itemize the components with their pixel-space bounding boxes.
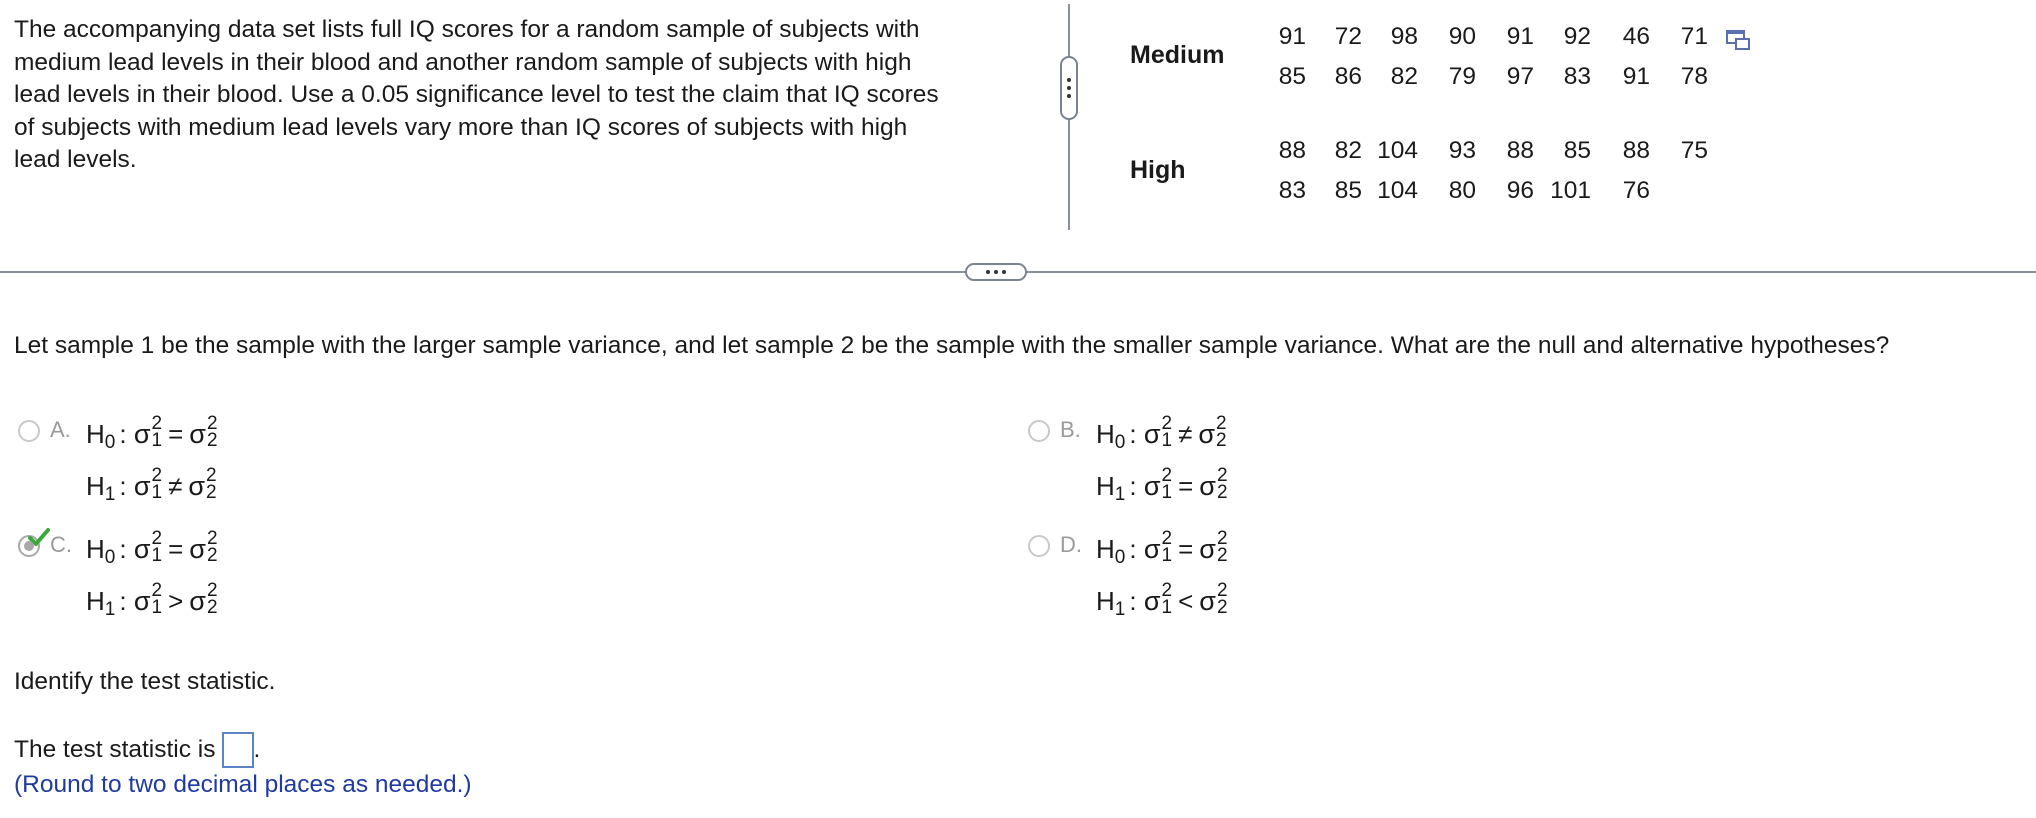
table-cell: 76 [1622, 177, 1650, 204]
subscript: 1 [1161, 597, 1173, 618]
option-letter: A. [50, 417, 71, 442]
colon: : [119, 586, 127, 616]
option-b[interactable] [1028, 413, 1232, 512]
sigma-symbol: σ [1199, 471, 1216, 501]
subscript: 0 [104, 547, 116, 568]
table-cell: 91 [1278, 23, 1306, 50]
h-symbol: H [1096, 534, 1115, 564]
superscript: 2 [151, 580, 163, 601]
colon: : [119, 471, 127, 501]
subscript: 0 [1114, 432, 1126, 453]
subscript: 2 [206, 430, 218, 451]
null-hypothesis [86, 523, 222, 575]
table-cell: 104 [1377, 177, 1418, 204]
test-statistic-input[interactable] [222, 732, 254, 768]
sigma-symbol: σ [1199, 586, 1216, 616]
subscript: 2 [206, 545, 218, 566]
null-hypothesis [86, 408, 222, 460]
null-hypothesis [1096, 408, 1232, 460]
hypotheses [86, 408, 222, 512]
table-cell: 92 [1563, 23, 1591, 50]
option-a[interactable] [18, 413, 222, 512]
subscript: 2 [206, 482, 217, 503]
subscript: 0 [1114, 547, 1126, 568]
subscript: 1 [151, 597, 163, 618]
subscript: 2 [1216, 482, 1228, 503]
period: . [253, 736, 261, 763]
subscript: 2 [206, 597, 218, 618]
h-symbol: H [1096, 586, 1115, 616]
table-cell: 86 [1334, 63, 1362, 90]
sigma-symbol: σ [133, 471, 151, 501]
superscript: 2 [1161, 528, 1173, 549]
superscript: 2 [206, 465, 217, 486]
table-cell: 75 [1680, 137, 1708, 164]
h-symbol: H [86, 419, 105, 449]
radio-button[interactable] [1028, 535, 1050, 557]
table-row [1230, 177, 1708, 205]
subscript: 1 [104, 484, 116, 505]
table-cell: 79 [1448, 63, 1476, 90]
drag-dot-icon [994, 270, 998, 274]
superscript: 2 [206, 580, 218, 601]
sigma-symbol: σ [133, 534, 151, 564]
group-label-high: High [1130, 156, 1186, 184]
table-cell: 82 [1390, 63, 1418, 90]
table-cell: 46 [1622, 23, 1650, 50]
hypotheses [1096, 523, 1232, 627]
intro-line: medium lead levels in their blood and another random sample of subjects with high [14, 48, 912, 76]
superscript: 2 [1216, 528, 1228, 549]
table-cell: 78 [1680, 63, 1708, 90]
superscript: 2 [1161, 413, 1173, 434]
drag-dot-icon [986, 270, 990, 274]
identify-prompt: Identify the test statistic. [14, 668, 276, 695]
option-letter: C. [50, 532, 72, 557]
subscript: 1 [151, 482, 163, 503]
table-cell: 72 [1334, 23, 1362, 50]
problem-statement [14, 14, 1014, 177]
table-cell: 101 [1550, 177, 1591, 204]
table-cell: 88 [1506, 137, 1534, 164]
subscript: 1 [104, 599, 116, 620]
table-cell: 85 [1563, 137, 1591, 164]
intro-line: lead levels. [14, 146, 137, 173]
h-symbol: H [86, 471, 105, 501]
option-c[interactable] [18, 528, 222, 627]
option-d[interactable] [1028, 528, 1232, 627]
subscript: 1 [1114, 484, 1126, 505]
subscript: 2 [1216, 430, 1227, 451]
question-text: Let sample 1 be the sample with the larger sample variance, and let sample 2 be the sample with the smaller sample variance. What are the null and alternative hypotheses? [14, 332, 1890, 359]
superscript: 2 [151, 465, 163, 486]
table-cell: 85 [1278, 63, 1306, 90]
option-letter: B. [1060, 417, 1081, 442]
colon: : [1129, 419, 1137, 449]
table-cell: 97 [1506, 63, 1534, 90]
relation-symbol: = [168, 534, 184, 564]
sigma-symbol: σ [133, 586, 151, 616]
h-symbol: H [1096, 471, 1115, 501]
checkmark-icon [28, 527, 50, 549]
subscript: 1 [1114, 599, 1126, 620]
sigma-symbol: σ [189, 419, 206, 449]
superscript: 2 [1161, 580, 1173, 601]
table-row [1230, 137, 1708, 165]
superscript: 2 [1161, 465, 1173, 486]
table-cell: 88 [1622, 137, 1650, 164]
subscript: 2 [1216, 597, 1228, 618]
data-table [1130, 18, 1750, 218]
sigma-symbol: σ [1143, 534, 1161, 564]
colon: : [119, 419, 127, 449]
drag-dot-icon [1002, 270, 1006, 274]
table-cell: 83 [1278, 177, 1306, 204]
vertical-resize-handle[interactable] [1060, 56, 1078, 120]
sigma-symbol: σ [1199, 534, 1216, 564]
subscript: 0 [104, 432, 116, 453]
relation-symbol: ≠ [1178, 419, 1193, 449]
table-cell [1650, 177, 1708, 205]
table-cell: 91 [1622, 63, 1650, 90]
relation-symbol: < [1178, 586, 1194, 616]
hypotheses [1096, 408, 1232, 512]
table-cell: 83 [1563, 63, 1591, 90]
radio-button[interactable] [18, 420, 40, 442]
subscript: 1 [1161, 430, 1173, 451]
table-cell: 88 [1278, 137, 1306, 164]
table-cell: 80 [1448, 177, 1476, 204]
subscript: 1 [1161, 545, 1173, 566]
table-cell: 85 [1334, 177, 1362, 204]
table-cell: 96 [1506, 177, 1534, 204]
drag-dots-icon [1067, 78, 1071, 98]
h-symbol: H [1096, 419, 1115, 449]
sigma-symbol: σ [189, 534, 206, 564]
superscript: 2 [151, 528, 163, 549]
subscript: 1 [151, 545, 163, 566]
table-cell: 98 [1390, 23, 1418, 50]
table-cell: 82 [1334, 137, 1362, 164]
colon: : [1129, 471, 1137, 501]
radio-button-selected[interactable] [18, 535, 40, 557]
radio-button[interactable] [1028, 420, 1050, 442]
intro-line: The accompanying data set lists full IQ scores for a random sample of subjects with [14, 16, 920, 43]
table-cell: 93 [1448, 137, 1476, 164]
subscript: 1 [151, 430, 163, 451]
relation-symbol: > [168, 586, 184, 616]
intro-line: lead levels in their blood. Use a 0.05 significance level to test the claim that IQ scores [14, 81, 939, 108]
relation-symbol: = [168, 419, 184, 449]
hypotheses [86, 523, 222, 627]
sigma-symbol: σ [1143, 471, 1161, 501]
subscript: 2 [1216, 545, 1228, 566]
subscript: 1 [1161, 482, 1173, 503]
horizontal-resize-handle[interactable] [965, 263, 1027, 281]
superscript: 2 [206, 413, 218, 434]
h-symbol: H [86, 586, 105, 616]
superscript: 2 [151, 413, 163, 434]
sigma-symbol: σ [188, 471, 206, 501]
superscript: 2 [1216, 465, 1228, 486]
sigma-symbol: σ [1143, 419, 1161, 449]
option-letter: D. [1060, 532, 1082, 557]
sigma-symbol: σ [189, 586, 206, 616]
relation-symbol: = [1178, 471, 1194, 501]
null-hypothesis [1096, 523, 1232, 575]
relation-symbol: = [1178, 534, 1194, 564]
table-row [1230, 23, 1708, 51]
superscript: 2 [1216, 413, 1227, 434]
rounding-instruction: (Round to two decimal places as needed.) [14, 771, 472, 798]
sigma-symbol: σ [133, 419, 151, 449]
superscript: 2 [206, 528, 218, 549]
colon: : [1129, 534, 1137, 564]
colon: : [1129, 586, 1137, 616]
test-statistic-line [14, 732, 260, 768]
intro-line: of subjects with medium lead levels vary more than IQ scores of subjects with high [14, 113, 908, 141]
table-cell: 104 [1377, 137, 1418, 164]
superscript: 2 [1216, 580, 1228, 601]
table-row [1230, 63, 1708, 91]
test-statistic-label: The test statistic is [14, 736, 216, 763]
colon: : [119, 534, 127, 564]
sigma-symbol: σ [1198, 419, 1216, 449]
expand-icon[interactable] [1725, 26, 1751, 52]
h-symbol: H [86, 534, 105, 564]
table-cell: 71 [1680, 23, 1708, 50]
table-cell: 90 [1448, 23, 1476, 50]
table-cell: 91 [1506, 23, 1534, 50]
sigma-symbol: σ [1143, 586, 1161, 616]
group-label-medium: Medium [1130, 41, 1225, 69]
relation-symbol: ≠ [168, 471, 183, 501]
